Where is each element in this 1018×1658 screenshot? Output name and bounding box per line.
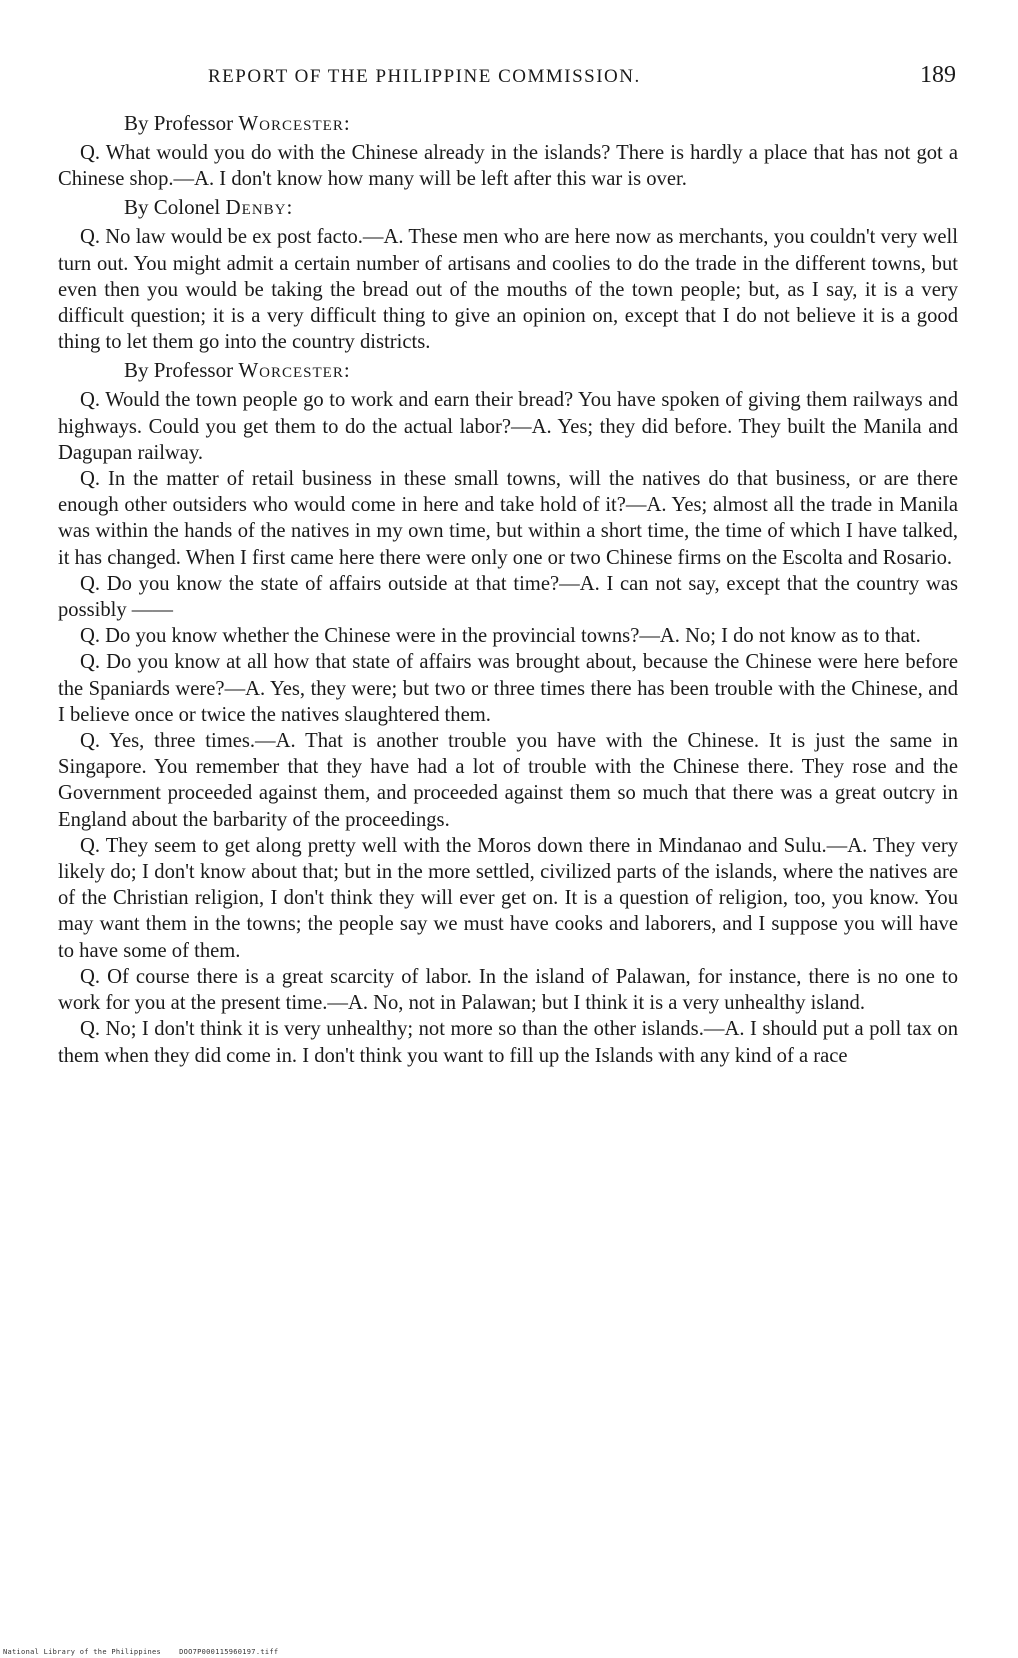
scan-filename: DOO7P000115960197.tiff bbox=[179, 1648, 279, 1656]
testimony-paragraph: Q. Yes, three times.—A. That is another trouble you have with the Chinese. It is just the same in Singapore. You remember that they have had a lot of trouble with the Chinese there. They rose and the Government proceeded against them, and proceeded against them so much that there was a great outcry in England about the barbarity of the proceedings. bbox=[58, 730, 958, 831]
document-body bbox=[58, 110, 958, 1069]
testimony-paragraph: Q. In the matter of retail business in these small towns, will the natives do that business, or are there enough other outsiders who would come in here and take hold of it?—A. Yes; almost all the trade in Manila was within the hands of the natives in my own time, but within a short time, the time of which I have talked, it has changed. When I first came here there were only one or two Chinese firms on the Escolta and Rosario. bbox=[58, 468, 958, 569]
testimony-paragraph: Q. They seem to get along pretty well with the Moros down there in Mindanao and Sulu.—A. They very likely do; I don't know about that; but in the more settled, civilized parts of the islands, where the natives are of the Christian religion, I don't think they will ever get on. It is a question of religion, too, you know. You may want them in the towns; the people say we must have cooks and laborers, and I suppose you will have to have some of them. bbox=[58, 834, 958, 962]
library-credit: National Library of the Philippines bbox=[3, 1648, 162, 1656]
scan-footer bbox=[3, 1648, 278, 1656]
page-number: 189 bbox=[920, 62, 956, 88]
testimony-paragraph: Q. What would you do with the Chinese already in the islands? There is hardly a place that has not got a Chinese shop.—A. I don't know how many will be left after this war is over. bbox=[58, 142, 958, 191]
running-header bbox=[58, 62, 958, 96]
testimony-paragraph: Q. No law would be ex post facto.—A. These men who are here now as merchants, you couldn't very well turn out. You might admit a certain number of artisans and coolies to do the trade in the different towns, but even then you would be taking the bread out of the mouths of the town people; but, as I say, it is a very difficult question; it is a very difficult thing to give an opinion on, except that I do not believe it is a good thing to let them go into the country districts. bbox=[58, 226, 958, 354]
testimony-paragraph: Q. Of course there is a great scarcity of labor. In the island of Palawan, for instance, there is no one to work for you at the present time.—A. No, not in Palawan; but I think it is a very unhealthy island. bbox=[58, 965, 958, 1015]
document-page bbox=[58, 62, 958, 1069]
testimony-paragraph: Q. Do you know the state of affairs outside at that time?—A. I can not say, except that the country was possibly —— bbox=[58, 572, 958, 622]
header-title: REPORT OF THE PHILIPPINE COMMISSION. bbox=[208, 66, 641, 87]
speaker-heading: By Professor Worcester: bbox=[124, 358, 351, 383]
speaker-heading: By Professor Worcester: bbox=[124, 111, 351, 135]
testimony-paragraph: Q. No; I don't think it is very unhealthy; not more so than the other islands.—A. I should put a poll tax on them when they did come in. I don't think you want to fill up the Islands with any kind of a race bbox=[58, 1018, 958, 1067]
testimony-paragraph: Q. Do you know at all how that state of affairs was brought about, because the Chinese were here before the Spaniards were?—A. Yes, they were; but two or three times there has been trouble with the Chinese, and I believe once or twice the natives slaughtered them. bbox=[58, 651, 958, 726]
testimony-paragraph: Q. Do you know whether the Chinese were in the provincial towns?—A. No; I do not know as to that. bbox=[80, 625, 921, 648]
testimony-paragraph: Q. Would the town people go to work and earn their bread? You have spoken of giving them railways and highways. Could you get them to do the actual labor?—A. Yes; they did before. They built the Manila and Dagupan railway. bbox=[58, 389, 958, 464]
speaker-heading: By Colonel Denby: bbox=[124, 195, 294, 220]
